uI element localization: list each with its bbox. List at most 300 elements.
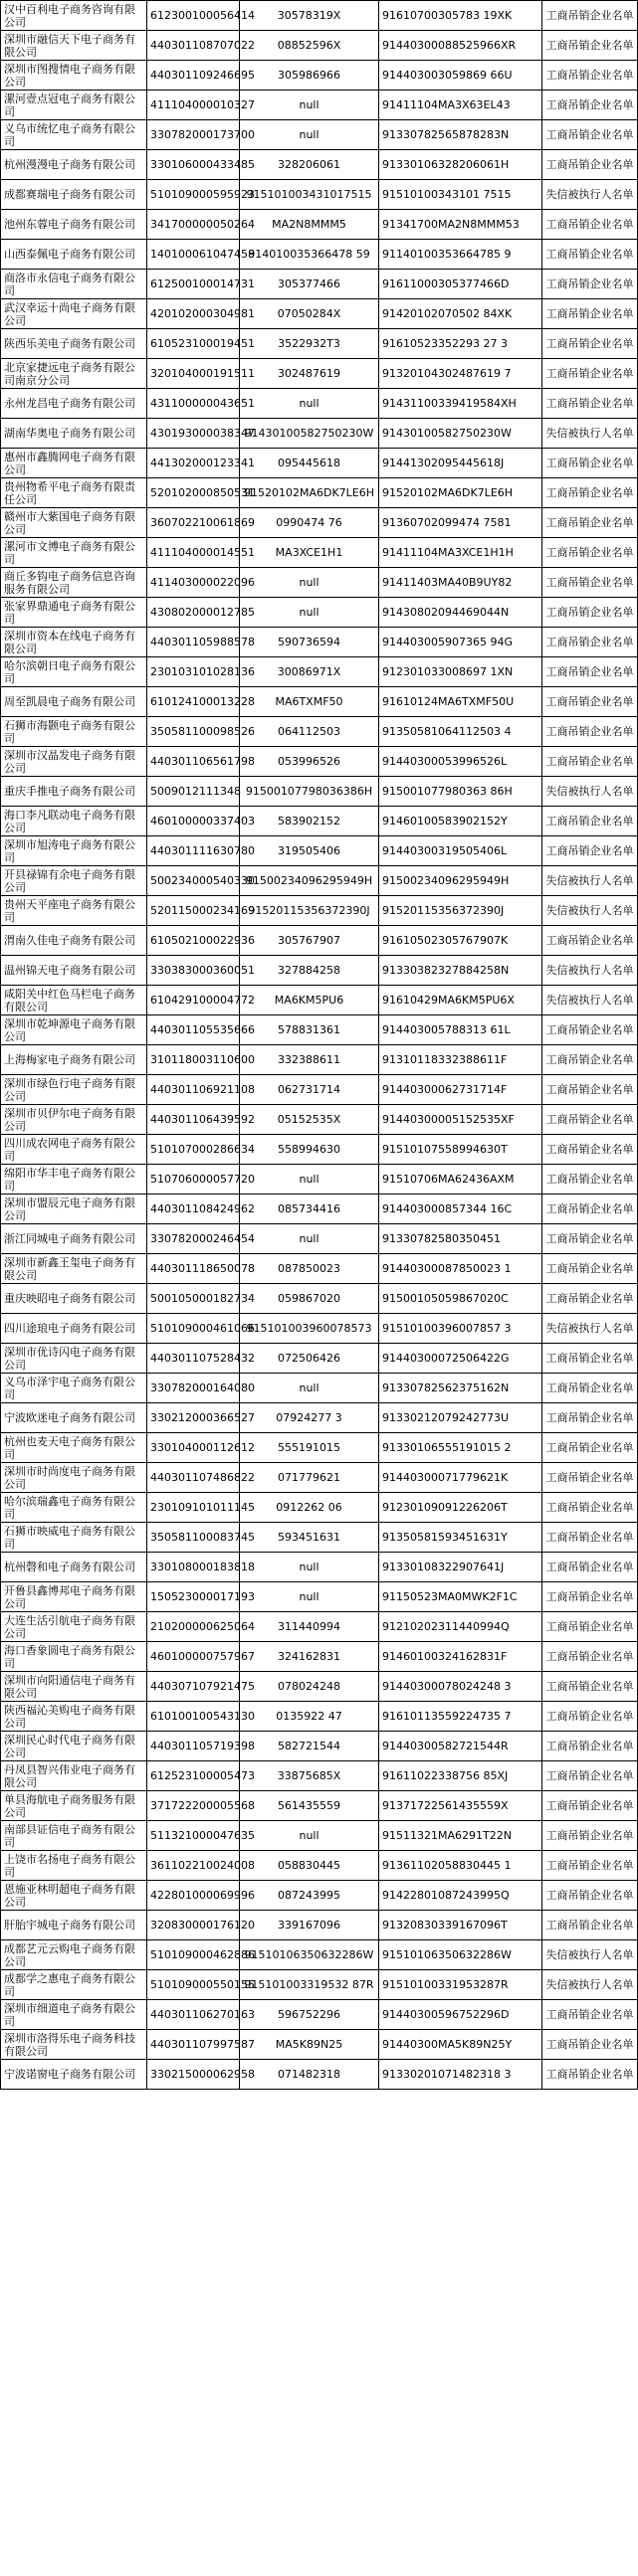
registration-number-cell: 320830000176120 [147,1911,240,1940]
list-type-cell: 工商吊销企业名单 [542,1105,638,1135]
registration-number-cell: 612523100005473 [147,1761,240,1791]
registration-number-cell: 430193000038347 [147,419,240,449]
company-name-cell: 池州东蓉电子商务有限公司 [1,210,147,240]
registration-number-cell: 411104000010327 [147,91,240,120]
list-type-cell: 工商吊销企业名单 [542,2030,638,2060]
registration-number-cell: 440301106270163 [147,2000,240,2030]
credit-code-cell: 91350581064112503 4 [379,717,542,747]
list-type-cell: 工商吊销企业名单 [542,240,638,270]
table-row [1,1284,638,1314]
list-type-cell: 失信被执行人名单 [542,866,638,896]
org-code-cell: 059867020 [240,1284,379,1314]
org-code-cell: 3522932T3 [240,329,379,359]
credit-code-cell: 91440300071779621K [379,1463,542,1493]
table-row [1,1493,638,1523]
credit-code-cell: 91611000305377466D [379,270,542,299]
table-row [1,2030,638,2060]
table-row [1,150,638,180]
list-type-cell: 工商吊销企业名单 [542,717,638,747]
org-code-cell: 062731714 [240,1075,379,1105]
table-row [1,120,638,150]
table-row [1,210,638,240]
org-code-cell: 085734416 [240,1195,379,1224]
company-name-cell: 深圳市图搜情电子商务有限公司 [1,61,147,91]
registration-number-cell: 500105000182734 [147,1284,240,1314]
org-code-cell: 593451631 [240,1523,379,1553]
registration-number-cell: 341700000050264 [147,210,240,240]
registration-number-cell: 330212000366527 [147,1403,240,1433]
registration-number-cell: 440301107528432 [147,1344,240,1374]
org-code-cell: 064112503 [240,717,379,747]
table-row [1,1523,638,1553]
table-row [1,687,638,717]
registration-number-cell: 510109000461066 [147,1314,240,1344]
registration-number-cell: 440301105535666 [147,1015,240,1045]
table-row [1,1612,638,1642]
company-name-cell: 哈尔滨瑞鑫电子商务有限公司 [1,1493,147,1523]
list-type-cell: 工商吊销企业名单 [542,120,638,150]
company-name-cell: 渭南久佳电子商务有限公司 [1,926,147,956]
company-name-cell: 宁波诺窗电子商务有限公司 [1,2060,147,2090]
table-row [1,1761,638,1791]
list-type-cell: 工商吊销企业名单 [542,1284,638,1314]
org-code-cell: MA3XCE1H1 [240,538,379,568]
credit-code-cell: 91310118332388611F [379,1045,542,1075]
table-row [1,1911,638,1940]
registration-number-cell: 460100000757967 [147,1642,240,1672]
registration-number-cell: 440301108707022 [147,31,240,61]
company-name-cell: 赣州市大紫国电子商务有限公司 [1,508,147,538]
company-name-cell: 杭州漫漫电子商务有限公司 [1,150,147,180]
registration-number-cell: 330108000183818 [147,1553,240,1582]
credit-code-cell: 91510100396007857 3 [379,1314,542,1344]
company-name-cell: 深圳市资本在线电子商务有限公司 [1,628,147,657]
registration-number-cell: 440301107997587 [147,2030,240,2060]
org-code-cell: 578831361 [240,1015,379,1045]
registration-number-cell: 440301106561798 [147,747,240,777]
table-row [1,1582,638,1612]
company-name-cell: 惠州市鑫腾网电子商务有限公司 [1,449,147,478]
registration-number-cell: 510109000595923 [147,180,240,210]
company-name-cell: 上海梅家电子商务有限公司 [1,1045,147,1075]
org-code-cell: null [240,1582,379,1612]
table-row [1,956,638,986]
list-type-cell: 工商吊销企业名单 [542,359,638,389]
company-name-cell: 重庆手推电子商务有限公司 [1,777,147,807]
table-row [1,1374,638,1403]
company-name-cell: 贵州物希平电子商务有限责任公司 [1,478,147,508]
list-type-cell: 工商吊销企业名单 [542,91,638,120]
credit-code-cell: 91411403MA40B9UY82 [379,568,542,598]
org-code-cell: 087850023 [240,1254,379,1284]
list-type-cell: 工商吊销企业名单 [542,2000,638,2030]
list-type-cell: 工商吊销企业名单 [542,538,638,568]
company-name-cell: 哈尔滨朝日电子商务有限公司 [1,657,147,687]
org-code-cell: 590736594 [240,628,379,657]
registration-number-cell: 360702210061869 [147,508,240,538]
table-row [1,1135,638,1165]
company-name-cell: 温州锦天电子商务有限公司 [1,956,147,986]
credit-code-cell: 91440300053996526L [379,747,542,777]
table-row [1,986,638,1015]
registration-number-cell: 510109000462886 [147,1940,240,1970]
list-type-cell: 工商吊销企业名单 [542,568,638,598]
org-code-cell: 30578319X [240,1,379,31]
company-name-cell: 深圳市绿色行电子商务有限公司 [1,1075,147,1105]
org-code-cell: 583902152 [240,807,379,836]
registration-number-cell: 610429100004772 [147,986,240,1015]
credit-code-cell: 91320830339167096T [379,1911,542,1940]
org-code-cell: null [240,1553,379,1582]
company-name-cell: 漯河壹点冠电子商务有限公司 [1,91,147,120]
company-name-cell: 开县禄锦有余电子商务有限公司 [1,866,147,896]
table-row [1,836,638,866]
org-code-cell: MA2N8MMM5 [240,210,379,240]
list-type-cell: 工商吊销企业名单 [542,1075,638,1105]
company-name-cell: 恩施亚林明超电子商务有限公司 [1,1881,147,1911]
credit-code-cell: 91500105059867020C [379,1284,542,1314]
org-code-cell: 339167096 [240,1911,379,1940]
company-name-cell: 四川成农网电子商务有限公司 [1,1135,147,1165]
table-row [1,926,638,956]
list-type-cell: 工商吊销企业名单 [542,1672,638,1702]
company-name-cell: 永州龙昌电子商务有限公司 [1,389,147,419]
list-type-cell: 失信被执行人名单 [542,896,638,926]
company-name-cell: 宁波欧迷电子商务有限公司 [1,1403,147,1433]
org-code-cell: MA6TXMF50 [240,687,379,717]
table-row [1,1433,638,1463]
credit-code-cell: 91460100324162831F [379,1642,542,1672]
org-code-cell: null [240,120,379,150]
org-code-cell: 327884258 [240,956,379,986]
list-type-cell: 工商吊销企业名单 [542,1254,638,1284]
registration-number-cell: 440301105719398 [147,1732,240,1761]
credit-code-cell: 91330782562375162N [379,1374,542,1403]
table-row [1,1970,638,2000]
org-code-cell: 30086971X [240,657,379,687]
company-name-cell: 开鲁县鑫博邦电子商务有限公司 [1,1582,147,1612]
credit-code-cell: 91140100353664785 9 [379,240,542,270]
credit-code-cell: 91510106350632286W [379,1940,542,1970]
credit-code-cell: 91411104MA3X63EL43 [379,91,542,120]
list-type-cell: 工商吊销企业名单 [542,1045,638,1075]
org-code-cell: 305986966 [240,61,379,91]
table-row [1,1553,638,1582]
table-row [1,419,638,449]
credit-code-cell: 914403005907365 94G [379,628,542,657]
company-name-cell: 海口李凡联动电子商务有限公司 [1,807,147,836]
credit-code-cell: 91510706MA62436AXM [379,1165,542,1195]
list-type-cell: 工商吊销企业名单 [542,150,638,180]
org-code-cell: 302487619 [240,359,379,389]
credit-code-cell: 91460100583902152Y [379,807,542,836]
registration-number-cell: 612500100014731 [147,270,240,299]
org-code-cell: 071779621 [240,1463,379,1493]
list-type-cell: 工商吊销企业名单 [542,1015,638,1045]
company-name-cell: 深圳市盟辰元电子商务有限公司 [1,1195,147,1224]
org-code-cell: 596752296 [240,2000,379,2030]
credit-code-cell: 91440300078024248 3 [379,1672,542,1702]
registration-number-cell: 330106000433485 [147,150,240,180]
table-row [1,657,638,687]
credit-code-cell: 914403005788313 61L [379,1015,542,1045]
list-type-cell: 工商吊销企业名单 [542,1612,638,1642]
list-type-cell: 工商吊销企业名单 [542,1911,638,1940]
company-name-cell: 汉中百利电子商务咨询有限公司 [1,1,147,31]
list-type-cell: 失信被执行人名单 [542,956,638,986]
list-type-cell: 工商吊销企业名单 [542,1,638,31]
company-name-cell: 深圳市时尚度电子商务有限公司 [1,1463,147,1493]
registration-number-cell: 411104000014551 [147,538,240,568]
list-type-cell: 工商吊销企业名单 [542,449,638,478]
company-name-cell: 四川途琅电子商务有限公司 [1,1314,147,1344]
list-type-cell: 工商吊销企业名单 [542,1761,638,1791]
org-code-cell: 914010035366478 59 [240,240,379,270]
list-type-cell: 工商吊销企业名单 [542,1523,638,1553]
list-type-cell: 工商吊销企业名单 [542,807,638,836]
company-name-cell: 贵州天平座电子商务有限公司 [1,896,147,926]
org-code-cell: null [240,1821,379,1851]
list-type-cell: 工商吊销企业名单 [542,1851,638,1881]
registration-number-cell: 330383000360051 [147,956,240,986]
registration-number-cell: 150523000017193 [147,1582,240,1612]
registration-number-cell: 361102210024008 [147,1851,240,1881]
list-type-cell: 工商吊销企业名单 [542,1642,638,1672]
table-row [1,1254,638,1284]
list-type-cell: 工商吊销企业名单 [542,1881,638,1911]
company-name-cell: 浙江同城电子商务有限公司 [1,1224,147,1254]
table-row [1,1105,638,1135]
org-code-cell: 08852596X [240,31,379,61]
credit-code-cell: 91330108322907641J [379,1553,542,1582]
table-row [1,866,638,896]
credit-code-cell: 91611022338756 85XJ [379,1761,542,1791]
credit-code-cell: 91500234096295949H [379,866,542,896]
list-type-cell: 工商吊销企业名单 [542,299,638,329]
credit-code-cell: 91330212079242773U [379,1403,542,1433]
company-name-cell: 成都学之惠电子商务有限公司 [1,1970,147,2000]
table-row [1,1344,638,1374]
table-row [1,1881,638,1911]
company-name-cell: 商洛市永信电子商务有限公司 [1,270,147,299]
org-code-cell: 078024248 [240,1672,379,1702]
table-row [1,31,638,61]
credit-code-cell: 91610700305783 19XK [379,1,542,31]
company-name-cell: 上饶市名扬电子商务有限公司 [1,1851,147,1881]
company-name-cell: 深圳市乾坤源电子商务有限公司 [1,1015,147,1045]
list-type-cell: 工商吊销企业名单 [542,1732,638,1761]
company-name-cell: 深圳市洛得乐电子商务科技有限公司 [1,2030,147,2060]
registration-number-cell: 140100061047458 [147,240,240,270]
registration-number-cell: 371722200005568 [147,1791,240,1821]
table-row [1,1314,638,1344]
registration-number-cell: 330782000164080 [147,1374,240,1403]
registration-number-cell: 440301106921108 [147,1075,240,1105]
registration-number-cell: 330782000246454 [147,1224,240,1254]
registration-number-cell: 441302000123341 [147,449,240,478]
credit-code-cell: 91511321MA6291T22N [379,1821,542,1851]
list-type-cell: 工商吊销企业名单 [542,1821,638,1851]
table-row [1,1732,638,1761]
registration-number-cell: 610502100022936 [147,926,240,956]
registration-number-cell: 310118003110600 [147,1045,240,1075]
list-type-cell: 工商吊销企业名单 [542,1463,638,1493]
org-code-cell: 91520115356372390J [240,896,379,926]
list-type-cell: 失信被执行人名单 [542,1970,638,2000]
org-code-cell: 561435559 [240,1791,379,1821]
table-row [1,1165,638,1195]
org-code-cell: 33875685X [240,1761,379,1791]
registration-number-cell: 430802000012785 [147,598,240,628]
registration-number-cell: 330215000062958 [147,2060,240,2090]
list-type-cell: 工商吊销企业名单 [542,61,638,91]
registration-number-cell: 440301109246695 [147,61,240,91]
company-name-cell: 深圳市新鑫王玺电子商务有限公司 [1,1254,147,1284]
table-row [1,449,638,478]
credit-code-cell: 91430802094469044N [379,598,542,628]
company-name-cell: 深圳市汉晶发电子商务有限公司 [1,747,147,777]
list-type-cell: 工商吊销企业名单 [542,657,638,687]
list-type-cell: 工商吊销企业名单 [542,2060,638,2090]
credit-code-cell: 91441302095445618J [379,449,542,478]
table-row [1,1672,638,1702]
org-code-cell: 915101003319532 87R [240,1970,379,2000]
credit-code-cell: 91330201071482318 3 [379,2060,542,2090]
company-name-cell: 绵阳市华丰电子商务有限公司 [1,1165,147,1195]
company-name-cell: 重庆映昭电子商务有限公司 [1,1284,147,1314]
list-type-cell: 工商吊销企业名单 [542,1433,638,1463]
table-row [1,299,638,329]
registration-number-cell: 431100000043651 [147,389,240,419]
org-code-cell: null [240,91,379,120]
org-code-cell: 0912262 06 [240,1493,379,1523]
list-type-cell: 工商吊销企业名单 [542,31,638,61]
credit-code-cell: 91510107558994630T [379,1135,542,1165]
registration-number-cell: 440301105988578 [147,628,240,657]
org-code-cell: 07924277 3 [240,1403,379,1433]
table-row [1,61,638,91]
org-code-cell: null [240,568,379,598]
org-code-cell: null [240,1224,379,1254]
org-code-cell: 915101003431017515 [240,180,379,210]
table-row [1,1821,638,1851]
table-row [1,538,638,568]
org-code-cell: 311440994 [240,1612,379,1642]
list-type-cell: 工商吊销企业名单 [542,1553,638,1582]
table-row [1,240,638,270]
company-name-cell: 义乌市统忆电子商务有限公司 [1,120,147,150]
org-code-cell: null [240,598,379,628]
registration-number-cell: 510706000057720 [147,1165,240,1195]
list-type-cell: 工商吊销企业名单 [542,329,638,359]
credit-code-cell: 91510100331953287R [379,1970,542,2000]
company-name-cell: 陕西福沁美购电子商务有限公司 [1,1702,147,1732]
registration-number-cell: 520102000850531 [147,478,240,508]
table-row [1,1195,638,1224]
credit-code-cell: 912301033008697 1XN [379,657,542,687]
company-name-cell: 湖南华奥电子商务有限公司 [1,419,147,449]
list-type-cell: 工商吊销企业名单 [542,1374,638,1403]
credit-code-cell: 91440300087850023 1 [379,1254,542,1284]
table-row [1,180,638,210]
company-name-cell: 深圳市融信天下电子商务有限公司 [1,31,147,61]
company-name-cell: 石狮市海颢电子商务有限公司 [1,717,147,747]
table-row [1,389,638,419]
credit-code-cell: 914403003059869 66U [379,61,542,91]
company-name-cell: 南部县证信电子商务有限公司 [1,1821,147,1851]
table-row [1,568,638,598]
list-type-cell: 工商吊销企业名单 [542,1702,638,1732]
company-name-cell: 成都赛瑞电子商务有限公司 [1,180,147,210]
org-code-cell: 072506426 [240,1344,379,1374]
table-row [1,1940,638,1970]
company-name-cell: 义乌市泽宇电子商务有限公司 [1,1374,147,1403]
credit-code-cell: 91230109091226206T [379,1493,542,1523]
org-code-cell: 558994630 [240,1135,379,1165]
registration-number-cell: 440301111630780 [147,836,240,866]
credit-code-cell: 91440300MA5K89N25Y [379,2030,542,2060]
credit-code-cell: 91610523352293 27 3 [379,329,542,359]
registration-number-cell: 520115000234169 [147,896,240,926]
company-name-cell: 海口香象圆电子商务有限公司 [1,1642,147,1672]
credit-code-cell: 91610113559224735 7 [379,1702,542,1732]
registration-number-cell: 230109101011145 [147,1493,240,1523]
table-row [1,628,638,657]
company-name-cell: 漯河市文博电子商务有限公司 [1,538,147,568]
registration-number-cell: 440301118650078 [147,1254,240,1284]
registration-number-cell: 460100000337403 [147,807,240,836]
company-name-cell: 咸阳关中红色马栏电子商务有限公司 [1,986,147,1015]
table-row [1,359,638,389]
org-code-cell: null [240,1374,379,1403]
org-code-cell: 305377466 [240,270,379,299]
table-body [1,1,638,2090]
registration-number-cell: 610124100013228 [147,687,240,717]
table-row [1,777,638,807]
org-code-cell: 555191015 [240,1433,379,1463]
list-type-cell: 工商吊销企业名单 [542,836,638,866]
credit-code-cell: 91610124MA6TXMF50U [379,687,542,717]
org-code-cell: 91500234096295949H [240,866,379,896]
registration-number-cell: 500234000540330 [147,866,240,896]
company-name-cell: 肝胎宇城电子商务有限公司 [1,1911,147,1940]
org-code-cell: 087243995 [240,1881,379,1911]
credit-code-cell: 91440300319505406L [379,836,542,866]
registration-number-cell: 350581100083745 [147,1523,240,1553]
company-name-cell: 深圳市向阳通信电子商务有限公司 [1,1672,147,1702]
company-name-cell: 杭州也麦天电子商务有限公司 [1,1433,147,1463]
table-row [1,1851,638,1881]
org-code-cell: 053996526 [240,747,379,777]
registration-number-cell: 350581100098526 [147,717,240,747]
list-type-cell: 工商吊销企业名单 [542,1493,638,1523]
list-type-cell: 工商吊销企业名单 [542,1582,638,1612]
org-code-cell: 058830445 [240,1851,379,1881]
table-row [1,1791,638,1821]
credit-code-cell: 91330782580350451 [379,1224,542,1254]
list-type-cell: 工商吊销企业名单 [542,478,638,508]
registration-number-cell: 610100100543130 [147,1702,240,1732]
company-name-cell: 商丘多钩电子商务信息咨询服务有限公司 [1,568,147,598]
company-name-cell: 深圳市旭涛电子商务有限公司 [1,836,147,866]
company-name-cell: 北京家捷远电子商务有限公司南京分公司 [1,359,147,389]
company-name-cell: 陕西乐美电子商务有限公司 [1,329,147,359]
credit-code-cell: 91610429MA6KM5PU6X [379,986,542,1015]
credit-code-cell: 91350581593451631Y [379,1523,542,1553]
org-code-cell: 91500107798036386H [240,777,379,807]
registration-number-cell: 440307107921475 [147,1672,240,1702]
list-type-cell: 工商吊销企业名单 [542,1195,638,1224]
